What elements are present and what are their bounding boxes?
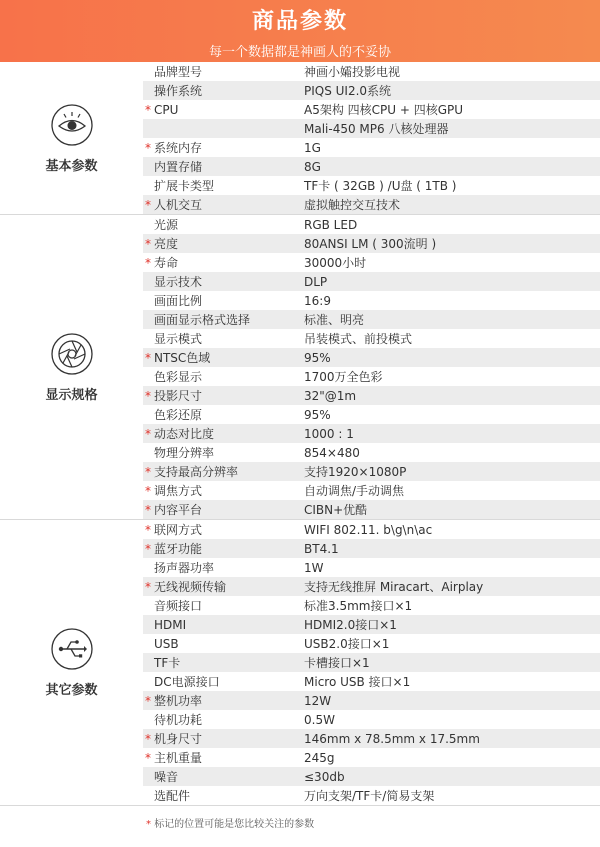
highlight-star-icon: * xyxy=(145,522,151,537)
spec-name: 噪音 xyxy=(154,770,179,784)
page-title: 商品参数 xyxy=(251,9,348,34)
spec-name: 画面比例 xyxy=(154,294,203,308)
spec-name: 动态对比度 xyxy=(154,427,215,441)
spec-row xyxy=(143,100,600,119)
spec-row xyxy=(143,520,600,539)
spec-name: 显示技术 xyxy=(154,275,203,289)
spec-row xyxy=(143,81,600,100)
highlight-star-icon: * xyxy=(145,426,151,441)
spec-value: PIQS UI2.0系统 xyxy=(304,84,392,98)
section-header xyxy=(0,215,143,519)
spec-value: 自动调焦/手动调焦 xyxy=(304,484,405,498)
spec-row xyxy=(143,176,600,195)
highlight-star-icon: * xyxy=(145,579,151,594)
spec-row xyxy=(143,443,600,462)
spec-value: 万向支架/TF卡/简易支架 xyxy=(304,789,435,803)
spec-name: 内置存储 xyxy=(154,160,203,174)
spec-name: 内容平台 xyxy=(154,503,203,517)
spec-name: 支持最高分辨率 xyxy=(154,465,239,479)
aperture-icon xyxy=(50,332,94,376)
spec-name: HDMI xyxy=(154,617,187,632)
spec-row xyxy=(143,386,600,405)
spec-value: 95% xyxy=(304,407,331,422)
spec-value: 854×480 xyxy=(304,445,360,460)
spec-name: 投影尺寸 xyxy=(154,389,203,403)
page-header xyxy=(0,0,600,62)
spec-value: WIFI 802.11. b\g\n\ac xyxy=(304,522,433,537)
spec-value: Micro USB 接口×1 xyxy=(304,675,411,689)
spec-name: TF卡 xyxy=(154,656,181,670)
spec-row xyxy=(143,138,600,157)
spec-value: A5架构 四核CPU + 四核GPU xyxy=(304,103,464,117)
spec-name: 操作系统 xyxy=(154,84,203,98)
spec-row xyxy=(143,748,600,767)
spec-row xyxy=(143,710,600,729)
highlight-star-icon: * xyxy=(145,236,151,251)
spec-name: CPU xyxy=(154,102,179,117)
spec-row xyxy=(143,119,600,138)
spec-row xyxy=(143,672,600,691)
highlight-star-icon: * xyxy=(145,197,151,212)
spec-value: 245g xyxy=(304,750,335,765)
spec-row xyxy=(143,500,600,519)
highlight-star-icon: * xyxy=(145,541,151,556)
section-label: 基本参数 xyxy=(45,158,98,174)
highlight-star-icon: * xyxy=(145,255,151,270)
spec-value: 16:9 xyxy=(304,293,331,308)
spec-value: CIBN+优酷 xyxy=(304,503,368,517)
spec-value: 标准、明亮 xyxy=(304,313,365,327)
footnote xyxy=(0,806,600,830)
section-label: 其它参数 xyxy=(45,683,98,698)
spec-value: USB2.0接口×1 xyxy=(304,637,390,651)
section-header xyxy=(0,520,143,805)
spec-name: 无线视频传输 xyxy=(154,580,227,594)
spec-name: 选配件 xyxy=(154,789,191,803)
spec-section xyxy=(0,520,600,806)
spec-row xyxy=(143,348,600,367)
spec-row xyxy=(143,329,600,348)
spec-value: 1700万全色彩 xyxy=(304,370,383,384)
highlight-star-icon: * xyxy=(145,388,151,403)
spec-row xyxy=(143,310,600,329)
spec-name: USB xyxy=(154,636,179,651)
spec-row xyxy=(143,291,600,310)
spec-name: 亮度 xyxy=(154,237,179,251)
spec-name: 音频接口 xyxy=(154,599,203,613)
spec-value: 虚拟触控交互技术 xyxy=(304,198,401,212)
spec-row xyxy=(143,195,600,214)
spec-value: 95% xyxy=(304,350,331,365)
spec-value: 146mm x 78.5mm x 17.5mm xyxy=(304,731,480,746)
highlight-star-icon: * xyxy=(145,731,151,746)
spec-value: 支持无线推屏 Miracart、Airplay xyxy=(304,580,484,594)
spec-row xyxy=(143,615,600,634)
eye-icon xyxy=(50,103,94,147)
spec-value: 30000小时 xyxy=(304,256,367,270)
spec-row xyxy=(143,462,600,481)
spec-value: 卡槽接口×1 xyxy=(304,656,370,670)
spec-name: 人机交互 xyxy=(154,198,203,212)
spec-value: 支持1920×1080P xyxy=(304,465,407,479)
spec-value: DLP xyxy=(304,274,328,289)
spec-value: 8G xyxy=(304,159,321,174)
footnote-text: 标记的位置可能是您比较关注的参数 xyxy=(154,819,315,830)
spec-value: 标准3.5mm接口×1 xyxy=(304,599,413,613)
spec-row xyxy=(143,577,600,596)
spec-value: 0.5W xyxy=(304,712,335,727)
spec-name: 品牌型号 xyxy=(154,65,203,79)
spec-name: 蓝牙功能 xyxy=(154,542,203,556)
spec-row xyxy=(143,729,600,748)
spec-row xyxy=(143,481,600,500)
spec-name: 物理分辨率 xyxy=(154,446,215,460)
section-label: 显示规格 xyxy=(45,387,98,403)
spec-name: 调焦方式 xyxy=(154,484,203,498)
spec-name: 光源 xyxy=(154,218,179,232)
spec-row xyxy=(143,634,600,653)
spec-row xyxy=(143,253,600,272)
spec-row xyxy=(143,653,600,672)
spec-row xyxy=(143,62,600,81)
spec-rows xyxy=(143,62,600,214)
spec-value: BT4.1 xyxy=(304,541,339,556)
spec-row xyxy=(143,234,600,253)
spec-value: RGB LED xyxy=(304,217,358,232)
usb-icon xyxy=(50,627,94,671)
section-header xyxy=(0,62,143,214)
spec-row xyxy=(143,558,600,577)
spec-row xyxy=(143,405,600,424)
spec-name: 寿命 xyxy=(154,256,179,270)
spec-name: 显示模式 xyxy=(154,332,203,346)
highlight-star-icon: * xyxy=(145,750,151,765)
spec-name: 扩展卡类型 xyxy=(154,179,215,193)
spec-value: 1W xyxy=(304,560,324,575)
spec-name: 联网方式 xyxy=(154,523,203,537)
spec-name: DC电源接口 xyxy=(154,675,220,689)
footnote-star: * xyxy=(146,819,151,830)
spec-name: 待机功耗 xyxy=(154,713,203,727)
spec-rows xyxy=(143,520,600,805)
highlight-star-icon: * xyxy=(145,102,151,117)
spec-row xyxy=(143,596,600,615)
spec-name: 整机功率 xyxy=(154,694,203,708)
spec-name: 主机重量 xyxy=(154,751,203,765)
spec-rows xyxy=(143,215,600,519)
spec-section xyxy=(0,215,600,520)
spec-value: ≤30db xyxy=(304,769,345,784)
spec-row xyxy=(143,539,600,558)
spec-value: 神画小孀投影电视 xyxy=(304,65,401,79)
spec-value: Mali-450 MP6 八核处理器 xyxy=(304,122,449,136)
spec-row xyxy=(143,424,600,443)
spec-section xyxy=(0,62,600,215)
spec-value: 吊装模式、前投模式 xyxy=(304,332,413,346)
highlight-star-icon: * xyxy=(145,502,151,517)
spec-name: NTSC色域 xyxy=(154,351,211,365)
spec-row xyxy=(143,691,600,710)
spec-row xyxy=(143,367,600,386)
spec-value: 32"@1m xyxy=(304,388,357,403)
spec-row xyxy=(143,767,600,786)
highlight-star-icon: * xyxy=(145,483,151,498)
spec-value: 80ANSI LM ( 300流明 ) xyxy=(304,237,437,251)
spec-name: 画面显示格式选择 xyxy=(154,313,251,327)
spec-value: 1000 : 1 xyxy=(304,426,354,441)
highlight-star-icon: * xyxy=(145,464,151,479)
spec-value: HDMI2.0接口×1 xyxy=(304,618,397,632)
spec-name: 色彩显示 xyxy=(154,370,203,384)
spec-sections xyxy=(0,62,600,806)
spec-row xyxy=(143,215,600,234)
spec-row xyxy=(143,272,600,291)
spec-value: TF卡 ( 32GB ) /U盘 ( 1TB ) xyxy=(304,179,457,193)
highlight-star-icon: * xyxy=(145,140,151,155)
highlight-star-icon: * xyxy=(145,693,151,708)
spec-value: 12W xyxy=(304,693,332,708)
spec-name: 系统内存 xyxy=(154,141,203,155)
spec-name: 机身尺寸 xyxy=(154,732,203,746)
highlight-star-icon: * xyxy=(145,350,151,365)
spec-value: 1G xyxy=(304,140,321,155)
page-subtitle: 每一个数据都是神画人的不妥协 xyxy=(208,45,391,60)
spec-row xyxy=(143,157,600,176)
spec-name: 色彩还原 xyxy=(154,408,203,422)
spec-name: 扬声器功率 xyxy=(154,561,215,575)
spec-row xyxy=(143,786,600,805)
